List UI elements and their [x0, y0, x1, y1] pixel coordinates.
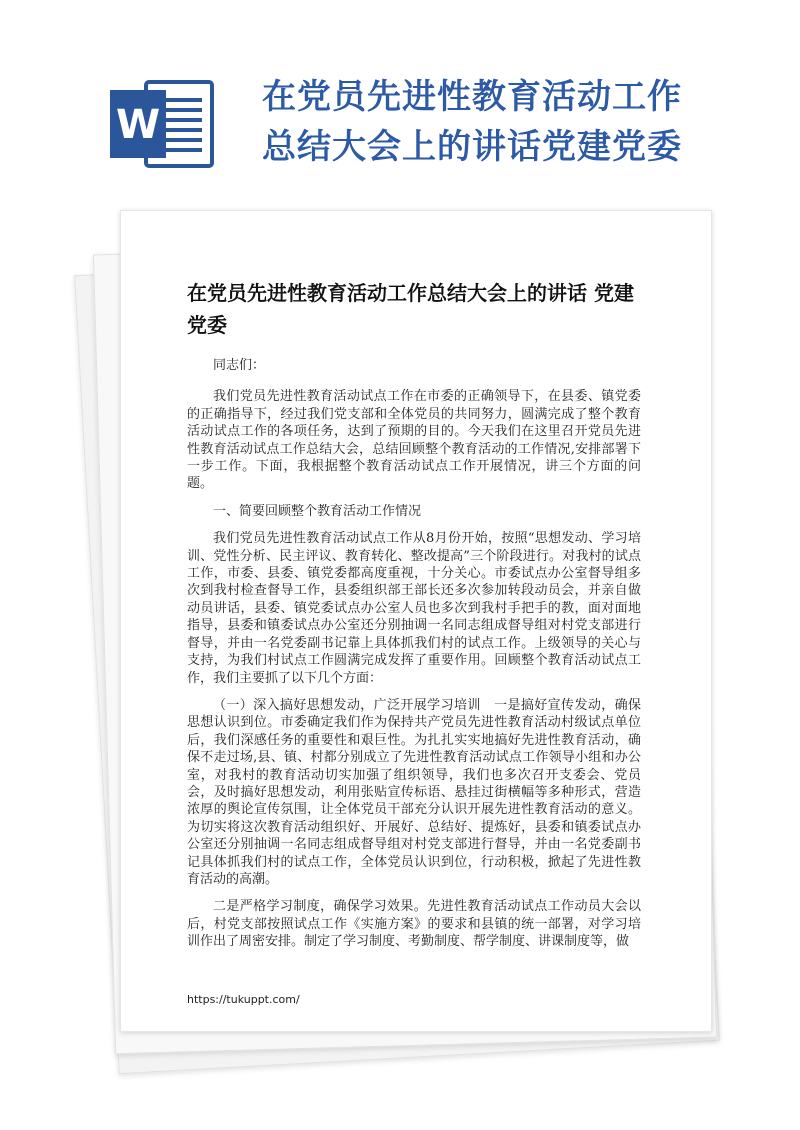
paragraph-mobilization: （一）深入搞好思想发动，广泛开展学习培训 一是搞好宣传发动，确保思想认识到位。市委确定我们作为保持共产党员先进性教育活动村级试点单位后，我们深感任务的重要性和艰巨性。为扎扎实实地搞好先进性教育活动，确保不走过场,县、镇、村都分别成立了先进性教育活动试点工作领导小组和办公室，对我村的教育活动切实加强了组织领导，我们也多次召开支委会、党员会，及时搞好思想发动，利用张贴宣传标语、悬挂过街横幅等多种形式，营造浓厚的舆论宣传氛围，让全体党员干部充分认识开展先进性教育活动的意义。为切实将这次教育活动组织好、开展好、总结好、提炼好，县委和镇委试点办公室还分别抽调一名同志组成督导组对村党支部进行督导，并由一名党委副书记具体抓我们村的试点工作，全体党员认识到位，行动积极，掀起了先进性教育活动的高潮。 [187, 697, 641, 887]
paragraph-review: 我们党员先进性教育活动试点工作从8月份开始，按照“思想发动、学习培训、党性分析、民主评议、教育转化、整改提高”三个阶段进行。对我村的试点工作，市委、县委、镇党委都高度重视，十分关心。市委试点办公室督导组多次到我村检查督导工作，县委组织部王部长还多次参加转段动员会，并亲自做动员讲话，县委、镇党委试点办公室人员也多次到我村手把手的教，面对面地指导，县委和镇委试点办公室还分别抽调一名同志组成督导组对村党支部进行督导，并由一名党委副书记靠上具体抓我们村的试点工作。上级领导的关心与支持，为我们村试点工作圆满完成发挥了重要作用。回顾整个教育活动试点工作，我们主要抓了以下几个方面： [187, 531, 641, 686]
paragraph-study-system: 二是严格学习制度，确保学习效果。先进性教育活动试点工作动员大会以后，村党支部按照试点工作《实施方案》的要求和县镇的统一部署，对学习培训作出了周密安排。制定了学习制度、考勤制度、帮学制度、讲课制度等，做 [187, 899, 641, 950]
paragraph-intro: 我们党员先进性教育活动试点工作在市委的正确领导下，在县委、镇党委的正确指导下，经过我们党支部和全体党员的共同努力，圆满完成了整个教育活动试点工作的各项任务，达到了预期的目的。今天我们在这里召开党员先进性教育活动试点工作总结大会，总结回顾整个教育活动的工作情况,安排部署下一步工作。下面，我根据整个教育活动试点工作开展情况，讲三个方面的问题。 [187, 389, 641, 492]
source-url: https://tukuppt.com/ [187, 993, 300, 1006]
word-icon-letter: W [115, 102, 161, 148]
section-heading-1: 一、简要回顾整个教育活动工作情况 [213, 503, 422, 519]
header-title: 在党员先进性教育活动工作总结大会上的讲话党建党委 [262, 77, 682, 167]
paragraph-greeting: 同志们： [213, 358, 266, 373]
document-title: 在党员先进性教育活动工作总结大会上的讲话 党建党委 [187, 281, 634, 337]
document-page [120, 210, 712, 1032]
document-body [187, 357, 641, 961]
header-banner [0, 0, 800, 200]
word-document-icon [108, 76, 218, 172]
